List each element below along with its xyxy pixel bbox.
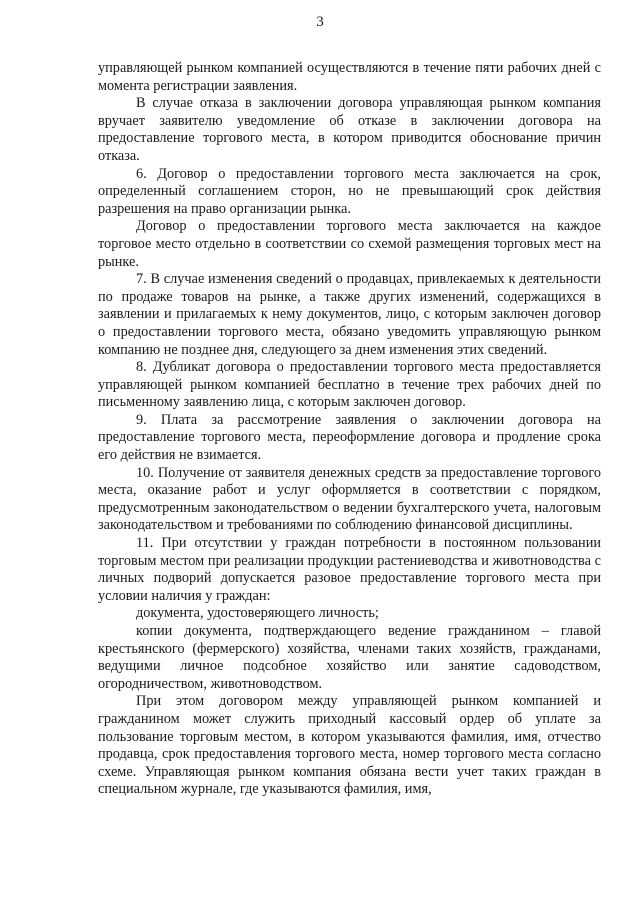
paragraph: копии документа, подтверждающего ведение гражданином – главой крестьянского (фермерского) хозяйства, членами таких хозяйств, гражданами, ведущими личное подсобное хозяйство или занятие садоводством, огородничеством, животноводством. — [98, 623, 601, 692]
paragraph: 7. В случае изменения сведений о продавцах, привлекаемых к деятельности по продаже товаров на рынке, а также других изменений, содержащихся в заявлении и прилагаемых к нему документов, лицо, с которым заключен договор о предоставлении торгового места, обязано уведомить управляющую рынком компанию не позднее дня, следующего за днем изменения этих сведений. — [98, 271, 601, 358]
paragraph: управляющей рынком компанией осуществляются в течение пяти рабочих дней с момента регистрации заявления. — [98, 60, 601, 94]
paragraph: 11. При отсутствии у граждан потребности в постоянном пользовании торговым местом при реализации продукции растениеводства и животноводства с личных подворий допускается разовое предоставление торгового места при условии наличия у граждан: — [98, 535, 601, 604]
paragraph: В случае отказа в заключении договора управляющая рынком компания вручает заявителю уведомление об отказе в заключении договора на предоставление торгового места, в котором приводится обоснование причин отказа. — [98, 95, 601, 164]
paragraph: При этом договором между управляющей рынком компанией и гражданином может служить приходный кассовый ордер об уплате за пользование торговым местом, в котором указываются фамилия, имя, отчество продавца, срок предоставления торгового места, номер торгового места согласно схеме. Управляющая рынком компания обязана вести учет таких граждан в специальном журнале, где указываются фамилия, имя, — [98, 693, 601, 798]
paragraph: 9. Плата за рассмотрение заявления о заключении договора на предоставление торгового места, переоформление договора и продление срока его действия не взимается. — [98, 411, 601, 464]
paragraph: 8. Дубликат договора о предоставлении торгового места предоставляется управляющей рынком компанией бесплатно в течение трех рабочих дней по письменному заявлению лица, с которым заключен договор. — [98, 359, 601, 411]
paragraph: 6. Договор о предоставлении торгового места заключается на срок, определенный соглашением сторон, но не превышающий срок действия разрешения на право организации рынка. — [98, 165, 601, 217]
document-body — [98, 60, 601, 799]
paragraph: Договор о предоставлении торгового места заключается на каждое торговое место отдельно в соответствии со схемой размещения торговых мест на рынке. — [98, 218, 601, 270]
paragraph: 10. Получение от заявителя денежных средств за предоставление торгового места, оказание работ и услуг оформляется в соответствии с порядком, предусмотренным законодательством о ведении бухгалтерского учета, налоговым законодательством и требованиями по соблюдению финансовой дисциплины. — [98, 464, 601, 534]
paragraph: документа, удостоверяющего личность; — [136, 605, 379, 622]
page-number: 3 — [316, 14, 324, 30]
